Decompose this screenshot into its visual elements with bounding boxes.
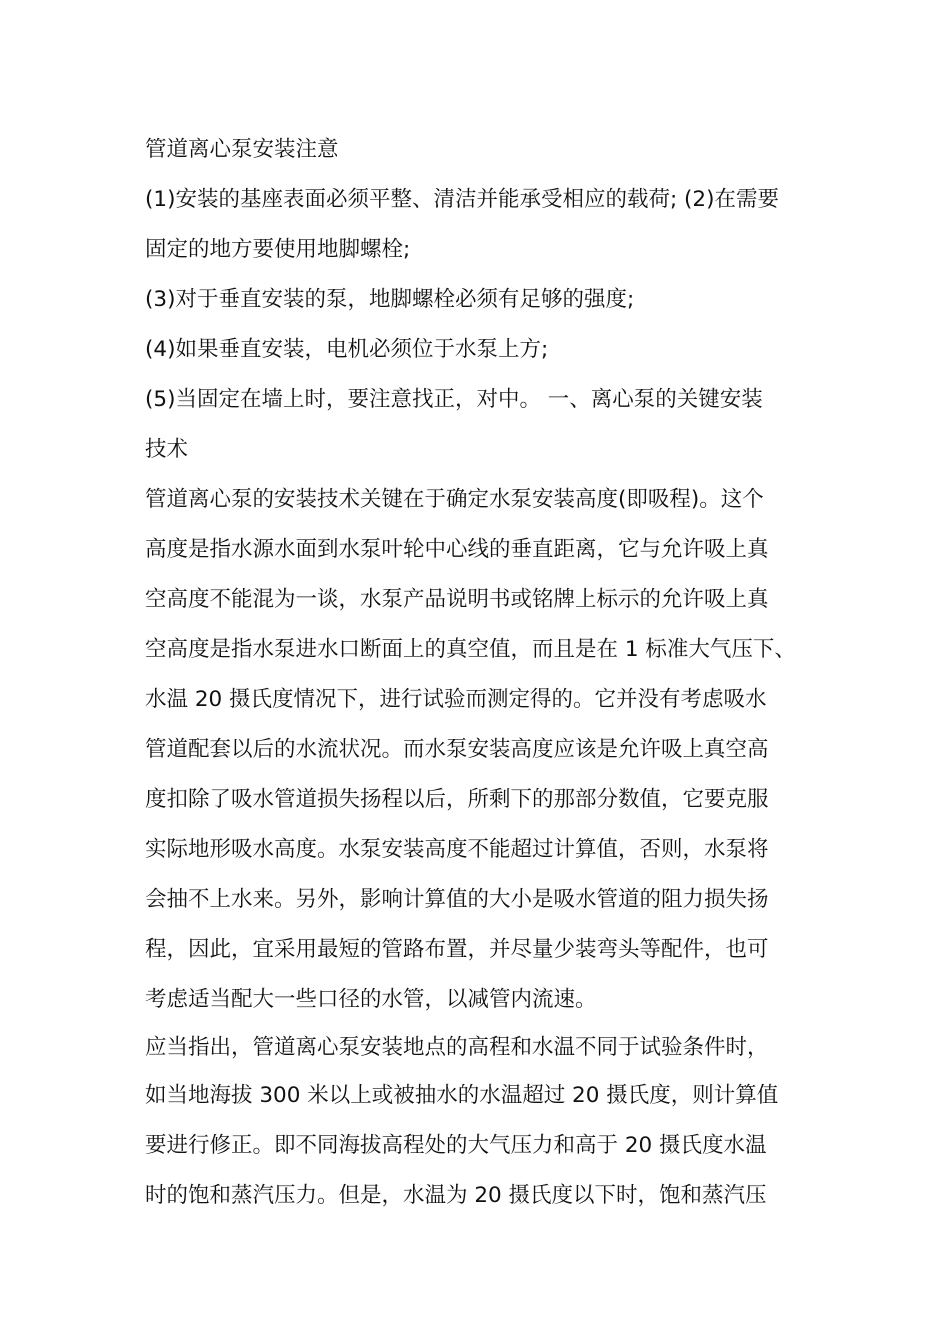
text-line: 空高度不能混为一谈，水泵产品说明书或铭牌上标示的允许吸上真 [145,587,769,612]
text-line: (3)对于垂直安装的泵，地脚螺栓必须有足够的强度; [145,287,635,312]
text-line: 实际地形吸水高度。水泵安装高度不能超过计算值，否则，水泵将 [145,837,769,862]
text-line: 度扣除了吸水管道损失扬程以后，所剩下的那部分数值，它要克服 [145,787,769,812]
text-line: 考虑适当配大一些口径的水管，以减管内流速。 [145,987,597,1012]
text-line: 管道离心泵的安装技术关键在于确定水泵安装高度(即吸程)。这个 [145,487,764,512]
text-line: 高度是指水源水面到水泵叶轮中心线的垂直距离，它与允许吸上真 [145,537,769,562]
text-line: (4)如果垂直安装，电机必须位于水泵上方; [145,337,549,362]
text-line: 水温 20 摄氏度情况下，进行试验而测定得的。它并没有考虑吸水 [145,687,767,712]
text-line: (5)当固定在墙上时，要注意找正，对中。 一、离心泵的关键安装 [145,387,763,412]
text-line: 要进行修正。即不同海拔高程处的大气压力和高于 20 摄氏度水温 [145,1133,767,1158]
text-line: 时的饱和蒸汽压力。但是，水温为 20 摄氏度以下时，饱和蒸汽压 [145,1183,767,1208]
text-line: 技术 [145,437,189,462]
text-line: 会抽不上水来。另外，影响计算值的大小是吸水管道的阻力损失扬 [145,887,769,912]
text-line: (1)安装的基座表面必须平整、清洁并能承受相应的载荷; (2)在需要 [145,187,779,212]
text-line: 程，因此，宜采用最短的管路布置，并尽量少装弯头等配件，也可 [145,937,769,962]
text-line: 应当指出，管道离心泵安装地点的高程和水温不同于试验条件时， [145,1035,769,1060]
text-line: 管道配套以后的水流状况。而水泵安装高度应该是允许吸上真空高 [145,737,769,762]
document-title: 管道离心泵安装注意 [145,137,339,162]
text-line: 如当地海拔 300 米以上或被抽水的水温超过 20 摄氏度，则计算值 [145,1083,779,1108]
text-line: 空高度是指水泵进水口断面上的真空值，而且是在 1 标准大气压下、 [145,637,796,662]
text-line: 固定的地方要使用地脚螺栓; [145,237,411,262]
